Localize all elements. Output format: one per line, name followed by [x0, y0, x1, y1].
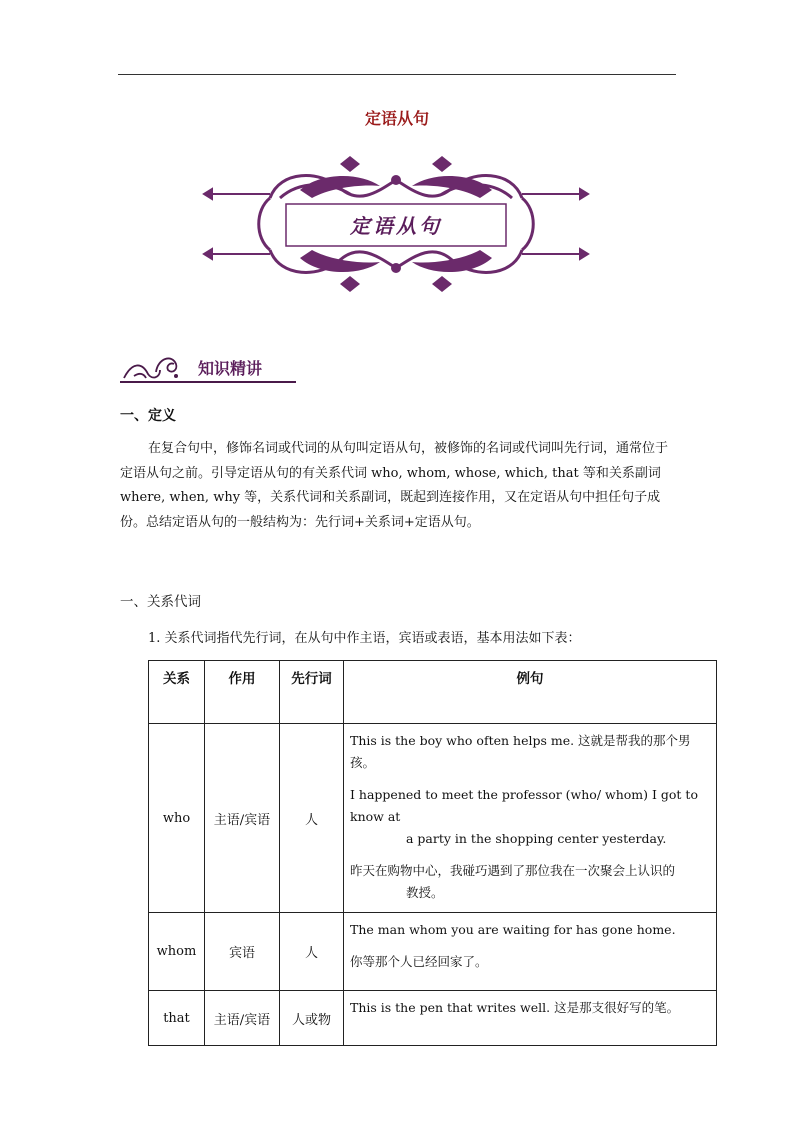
title-banner: [200, 150, 592, 298]
section-underline: [120, 381, 296, 383]
table-row: [149, 913, 717, 991]
cell-relative: that: [149, 991, 205, 1046]
table-row: [149, 724, 717, 913]
definition-heading: 一、定义: [120, 408, 176, 424]
example-line: 昨天在购物中心，我碰巧遇到了那位我在一次聚会上认识的: [350, 863, 676, 878]
header-examples: 例句: [344, 661, 717, 724]
pronouns-heading: 一、关系代词: [120, 594, 201, 610]
cell-examples: [344, 991, 717, 1046]
cell-examples: [344, 913, 717, 991]
section-label: 知识精讲: [198, 359, 263, 378]
pronouns-intro: 1. 关系代词指代先行词，在从句中作主语，宾语或表语，基本用法如下表：: [148, 631, 581, 646]
header-relative: 关系: [149, 661, 205, 724]
cell-function: 主语/宾语: [205, 991, 280, 1046]
header-antecedent: 先行词: [280, 661, 344, 724]
example-line: This is the boy who often helps me. 这就是帮我的那个男孩。: [350, 733, 691, 770]
definition-text: 在复合句中，修饰名词或代词的从句叫定语从句，被修饰的名词或代词叫先行词，通常位于定语从句之前。引导定语从句的有关系代词 who, whom, whose, which, that 等和关系副词 where, when, why 等，关系代词和关系副词，既起到连接作用，又在定语从句中担任句子成份。总结定语从句的一般结构为：先行词+关系词+定语从句。: [120, 441, 669, 530]
section-header: [120, 352, 296, 384]
cell-relative: who: [149, 724, 205, 913]
page-title: 定语从句: [364, 109, 429, 128]
example-line: I happened to meet the professor (who/ whom) I got to know at: [350, 787, 698, 824]
cell-antecedent: 人: [280, 913, 344, 991]
example-line: 你等那个人已经回家了。: [350, 954, 488, 969]
table-row: [149, 991, 717, 1046]
table-header-row: [149, 661, 717, 724]
cell-examples: [344, 724, 717, 913]
banner-title: 定语从句: [350, 214, 442, 238]
example-line: The man whom you are waiting for has gone home.: [350, 922, 676, 937]
header-function: 作用: [205, 661, 280, 724]
header-rule: [118, 74, 676, 75]
cell-antecedent: 人或物: [280, 991, 344, 1046]
cell-relative: whom: [149, 913, 205, 991]
relative-pronoun-table: [148, 660, 717, 1046]
example-line: 教授。: [406, 885, 444, 900]
cell-function: 主语/宾语: [205, 724, 280, 913]
cell-antecedent: 人: [280, 724, 344, 913]
example-line: a party in the shopping center yesterday.: [406, 831, 667, 846]
example-line: This is the pen that writes well. 这是那支很好写的笔。: [350, 1000, 680, 1015]
definition-paragraph: [120, 437, 680, 535]
cell-function: 宾语: [205, 913, 280, 991]
flourish-icon: [120, 352, 190, 382]
